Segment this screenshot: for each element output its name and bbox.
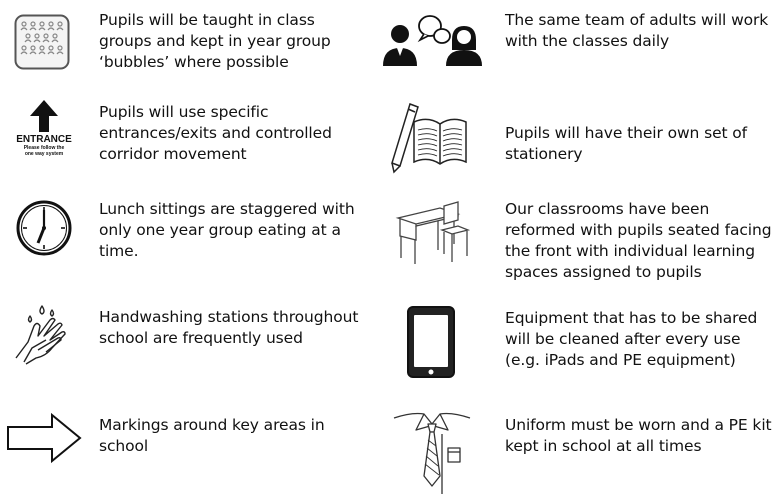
item-text: Handwashing stations throughout school are frequently used — [99, 308, 359, 347]
entrance-subtext-2: one way system — [24, 151, 64, 157]
item-text: Pupils will use specific entrances/exits and controlled corridor movement — [99, 103, 332, 163]
handwashing-icon — [12, 302, 76, 366]
entrance-label: ENTRANCE — [16, 134, 72, 145]
clock-icon — [14, 198, 74, 258]
entrance-subtext-1: Please follow the — [23, 145, 65, 151]
item-text: Our classrooms have been reformed with pupils seated facing the front with individual learning spaces assigned to pupils — [505, 200, 772, 281]
arrow-marking-icon — [6, 412, 82, 464]
desk-and-chair-icon — [392, 196, 476, 268]
shirt-and-tie-icon — [390, 410, 474, 494]
grid-of-people-icon — [14, 14, 70, 70]
tablet-icon — [406, 305, 456, 379]
item-text: Uniform must be worn and a PE kit kept in school at all times — [505, 416, 772, 455]
item-text: Lunch sittings are staggered with only one year group eating at a time. — [99, 200, 355, 260]
item-text: Pupils will have their own set of stationery — [505, 124, 748, 163]
item-text: Equipment that has to be shared will be cleaned after every use (e.g. iPads and PE equipment) — [505, 309, 758, 369]
item-text: Markings around key areas in school — [99, 416, 325, 455]
entrance-sign-icon — [14, 98, 74, 168]
item-text: The same team of adults will work with the classes daily — [505, 11, 769, 50]
two-adults-talking-icon — [380, 12, 484, 68]
book-and-pencil-icon — [388, 100, 468, 174]
item-text: Pupils will be taught in class groups and kept in year group ‘bubbles’ where possible — [99, 11, 331, 71]
